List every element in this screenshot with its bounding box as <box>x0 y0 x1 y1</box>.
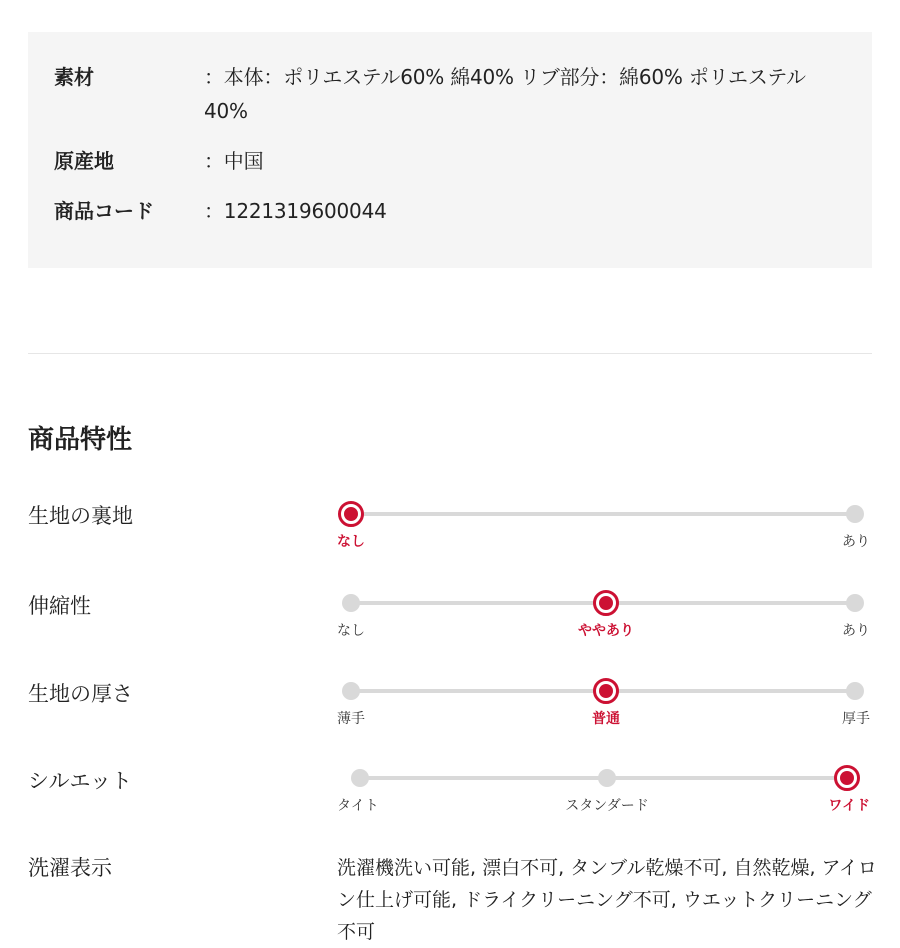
spec-label: 原産地 <box>54 149 114 173</box>
spec-label: 商品コード <box>54 199 154 223</box>
scale-tick-label-selected: ややあり <box>578 623 634 639</box>
section-title: 商品特性 <box>28 425 133 455</box>
scale-tick-label-selected: なし <box>337 534 365 550</box>
scale-tick-label: あり <box>842 534 870 550</box>
spec-value: ：本体：ポリエステル60% 綿40% リブ部分：綿60% ポリエステル40% <box>204 65 806 123</box>
scale-point-selected <box>338 501 364 527</box>
scale-point <box>598 769 616 787</box>
care-label: 洗濯表示 <box>28 856 112 880</box>
feature-label-silhouette: シルエット <box>28 769 133 793</box>
scale-tick-label: 薄手 <box>337 711 365 727</box>
feature-scale-track <box>351 512 855 516</box>
scale-tick-label-selected: 普通 <box>592 711 620 727</box>
section-divider <box>28 353 872 354</box>
scale-point <box>846 682 864 700</box>
scale-point-selected <box>834 765 860 791</box>
scale-point <box>342 594 360 612</box>
scale-point <box>351 769 369 787</box>
scale-tick-label: タイト <box>337 798 379 814</box>
scale-point-selected <box>593 590 619 616</box>
product-spec-panel <box>28 32 872 268</box>
spec-value: ：中国 <box>204 149 264 173</box>
spec-value: ：1221319600044 <box>204 199 387 223</box>
feature-label-lining: 生地の裏地 <box>28 504 133 528</box>
scale-tick-label: スタンダード <box>565 798 649 814</box>
scale-tick-label: 厚手 <box>842 711 870 727</box>
scale-point <box>846 505 864 523</box>
feature-label-thickness: 生地の厚さ <box>28 682 133 706</box>
scale-point <box>342 682 360 700</box>
care-instructions-text: 洗濯機洗い可能, 漂白不可, タンブル乾燥不可, 自然乾燥, アイロン仕上げ可能, ドライクリーニング不可, ウエットクリーニング不可 <box>337 857 877 943</box>
scale-tick-label-selected: ワイド <box>828 798 870 814</box>
scale-point <box>846 594 864 612</box>
spec-label: 素材 <box>54 65 94 89</box>
scale-tick-label: あり <box>842 623 870 639</box>
scale-tick-label: なし <box>337 623 365 639</box>
scale-point-selected <box>593 678 619 704</box>
feature-label-stretch: 伸縮性 <box>28 594 91 618</box>
